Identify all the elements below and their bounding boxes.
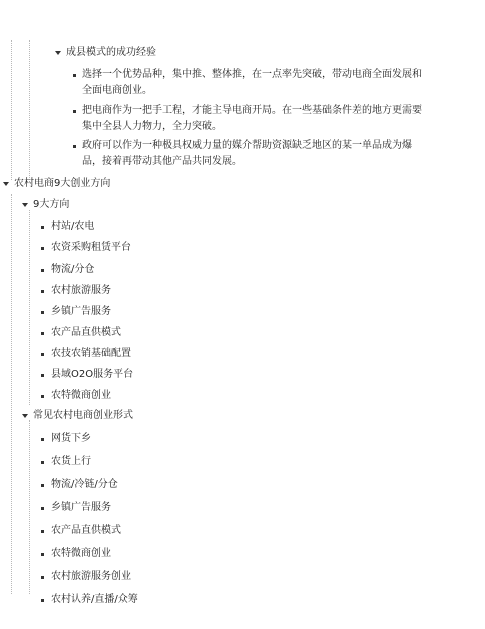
bullet-icon [41, 269, 44, 272]
list-item: 农特微商创业 [51, 548, 111, 559]
list-item: 物流/分仓 [51, 264, 95, 275]
outline-item-text: 选择一个优势品种，集中推、整体推，在一点率先突破，带动电商全面发展和 [82, 69, 422, 80]
indent-guide-root-children [11, 194, 12, 594]
list-item: 县域O2O服务平台 [51, 369, 134, 380]
indent-guide-directions [29, 210, 30, 405]
bullet-icon [41, 395, 44, 398]
bullet-icon [41, 290, 44, 293]
collapse-caret-icon[interactable] [55, 51, 61, 55]
outline-item-text-continued: 全面电商创业。 [82, 85, 152, 96]
bullet-icon [41, 553, 44, 556]
bullet-icon [73, 145, 76, 148]
bullet-icon [41, 247, 44, 250]
bullet-icon [41, 332, 44, 335]
indent-guide-forms [29, 420, 30, 594]
bullet-icon [41, 599, 44, 602]
list-item: 乡镇广告服务 [51, 502, 111, 513]
collapse-caret-icon[interactable] [22, 203, 28, 207]
bullet-icon [41, 311, 44, 314]
outline-item-text-continued: 品，接着再带动其他产品共同发展。 [82, 156, 242, 167]
bullet-icon [41, 530, 44, 533]
list-item: 农产品直供模式 [51, 525, 121, 536]
list-item: 农村旅游服务创业 [51, 571, 131, 582]
indent-guide-root [11, 40, 12, 180]
bullet-icon [41, 353, 44, 356]
outline-heading-success[interactable]: 成县模式的成功经验 [66, 47, 156, 58]
collapse-caret-icon[interactable] [3, 182, 9, 186]
list-item: 物流/冷链/分仓 [51, 479, 118, 490]
bullet-icon [41, 226, 44, 229]
outline-heading-root[interactable]: 农村电商9大创业方向 [14, 178, 111, 189]
list-item: 农特微商创业 [51, 390, 111, 401]
bullet-icon [73, 74, 76, 77]
list-item: 农村旅游服务 [51, 285, 111, 296]
outline-heading-forms[interactable]: 常见农村电商创业形式 [33, 410, 133, 421]
list-item: 农产品直供模式 [51, 327, 121, 338]
bullet-icon [41, 374, 44, 377]
outline-heading-directions[interactable]: 9大方向 [33, 199, 70, 210]
bullet-icon [41, 576, 44, 579]
bullet-icon [41, 438, 44, 441]
bullet-icon [73, 110, 76, 113]
outline-item-text: 把电商作为一把手工程，才能主导电商开局。在一些基础条件差的地方更需要 [82, 105, 422, 116]
list-item: 乡镇广告服务 [51, 306, 111, 317]
outline-item-text: 政府可以作为一种极具权威力量的媒介帮助资源缺乏地区的某一单品成为爆 [82, 140, 412, 151]
list-item: 农村认养/直播/众筹 [51, 594, 138, 605]
list-item: 农货上行 [51, 456, 91, 467]
list-item: 农技农销基础配置 [51, 348, 131, 359]
list-item: 网货下乡 [51, 433, 91, 444]
collapse-caret-icon[interactable] [22, 414, 28, 418]
list-item: 村站/农电 [51, 221, 95, 232]
bullet-icon [41, 507, 44, 510]
list-item: 农资采购租赁平台 [51, 242, 131, 253]
indent-guide-level2 [29, 40, 30, 180]
bullet-icon [41, 484, 44, 487]
outline-item-text-continued: 集中全县人力物力，全力突破。 [82, 121, 222, 132]
bullet-icon [41, 461, 44, 464]
